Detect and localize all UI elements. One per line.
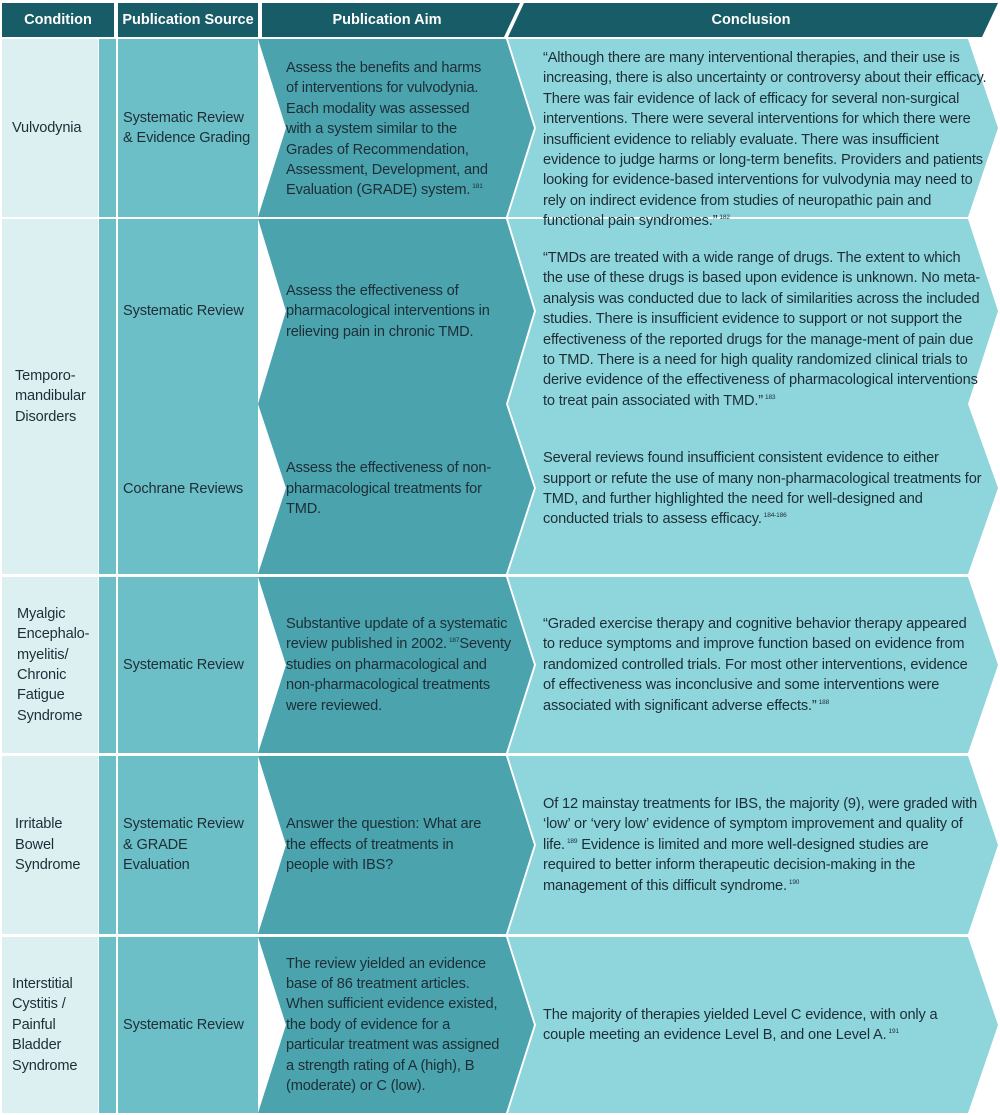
- ref-188: 188: [818, 698, 830, 706]
- source-mecfs: Systematic Review: [123, 656, 244, 673]
- aim-tmd-pharmacological: Assess the effectiveness of pharmacological interventions in relieving pain in chronic TMD.: [286, 282, 490, 340]
- source-ic: Systematic Review: [123, 1016, 244, 1033]
- conclusion-mecfs: “Graded exercise therapy and cognitive behavior therapy appeared to reduce symptoms and improve function based on evidence from randomized controlled trials. For most other interventions, evidence of effectiveness was inconclusive and some interventions were associated with significant adverse effects.” $^{188}$: [543, 615, 968, 714]
- source-tmd-systematic-review: Systematic Review: [123, 303, 244, 320]
- header-conclusion: Conclusion: [711, 12, 791, 28]
- condition-vulvodynia: Vulvodynia: [12, 119, 82, 136]
- ref-182: 182: [719, 214, 730, 222]
- row-marker-tmd: [99, 219, 116, 574]
- aim-ibs: Answer the question: What are the effects of treatments in people with IBS?: [286, 816, 482, 874]
- header-condition: Condition: [24, 12, 92, 28]
- ref-187: 187: [448, 637, 460, 645]
- condition-ibs: Irritable Bowel Syndrome: [15, 816, 81, 874]
- header-publication-source: Publication Source: [122, 12, 254, 28]
- ref-189: 189: [566, 837, 578, 845]
- conclusion-ic: The majority of therapies yielded Level C evidence, with only a couple meeting an evidence Level B, and one Level A. $^{191}$: [543, 1006, 938, 1043]
- ref-190: 190: [788, 878, 800, 886]
- aim-mecfs: Substantive update of a systematic review published in 2002. $^{187}$Seventy studies on pharmacological and non-pharmacological treatments were reviewed.: [286, 615, 512, 714]
- condition-ic: Interstitial Cystitis / Painful Bladder Syndrome: [12, 975, 78, 1074]
- row-marker-ibs: [99, 756, 116, 934]
- row-marker-vulvodynia: [99, 39, 116, 217]
- header-publication-aim: Publication Aim: [332, 12, 442, 28]
- conclusion-vulvodynia: “Although there are many interventional therapies, and their use is increasing, there is also uncertainty or controversy about their efficacy. There was fair evidence of lack of efficacy for several non-surgical interventions. There were several interventions for which there were insufficient evidence to reliably evaluate. There was insufficient evidence to judge harms or long-term benefits. Providers and patients looking for evidence-based interventions for vulvodynia may need to rely on indirect evidence from studies of neuropathic pain and functional pain syndromes.” $^{182}$: [543, 50, 987, 230]
- row-marker-ic: [99, 937, 116, 1113]
- source-vulvodynia: Systematic Review & Evidence Grading: [123, 109, 251, 146]
- conclusion-tmd-pharmacological: “TMDs are treated with a wide range of drugs. The extent to which the use of these drugs is based upon evidence is unknown. No meta-analysis was conducted due to lack of similarities across the included studies. There is insufficient evidence to support or not support the effectiveness of the reported drugs for the manage-ment of pain due to TMD. There is a need for high quality randomized clinical trials to derive evidence of the effectiveness of pharmacological interventions to treat pain associated with TMD.” $^{183}$: [543, 250, 981, 409]
- aim-ic: The review yielded an evidence base of 86 treatment articles. When sufficient evidence existed, the body of evidence for a particular treatment was assigned a strength rating of A (high), B (moderate) or C (low).: [286, 955, 500, 1095]
- conclusion-tmd-non-pharmacological: Several reviews found insufficient consistent evidence to either support or refute the use of many non-pharmacological treatments for TMD, and further highlighted the need for well-designed and conducted trials to assess efficacy. $^{184-186}$: [543, 450, 982, 528]
- ref-181: 181: [472, 183, 483, 191]
- row-marker-mecfs: [99, 577, 116, 753]
- aim-vulvodynia: Assess the benefits and harms of interventions for vulvodynia. Each modality was assessed with a system similar to the Grades of Recommendation, Assessment, Development, and Evaluation (GRADE) system. $^{181}$: [286, 60, 488, 199]
- source-tmd-cochrane: Cochrane Reviews: [123, 480, 244, 497]
- ref-191: 191: [888, 1028, 899, 1035]
- conclusion-ibs: Of 12 mainstay treatments for IBS, the majority (9), were graded with ‘low’ or ‘very low’ evidence of symptom improvement and quality of life. $^{189}$ Evidence is limited and more well-designed studies are required to better inform therapeutic decision-making in the management of this difficult syndrome. $^{190}$: [543, 795, 978, 894]
- source-ibs: Systematic Review & GRADE Evaluation: [123, 816, 244, 874]
- ref-183: 183: [764, 393, 776, 401]
- ref-184-186: 184-186: [763, 512, 787, 520]
- condition-mecfs: Myalgic Encephalo-myelitis/ Chronic Fatigue Syndrome: [17, 605, 90, 724]
- aim-tmd-non-pharmacological: Assess the effectiveness of non-pharmacological treatments for TMD.: [286, 460, 492, 518]
- condition-tmd: Temporo-mandibular Disorders: [15, 367, 86, 425]
